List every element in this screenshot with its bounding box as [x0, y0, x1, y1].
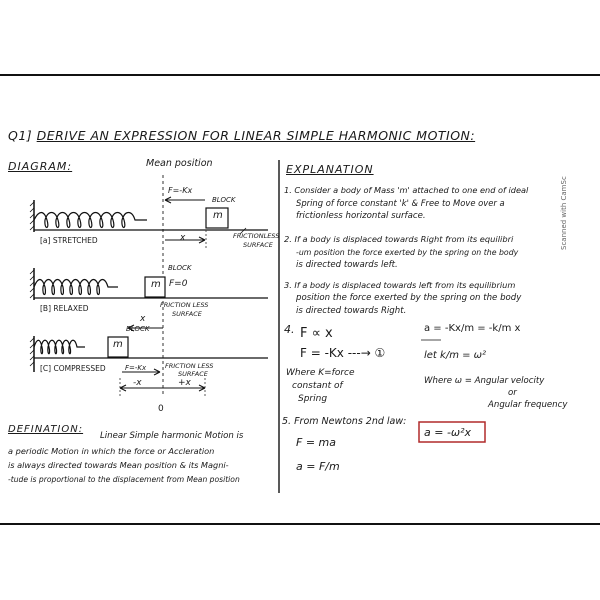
definition-heading: DEFINATION: [8, 424, 84, 435]
frictionless-label-1: FRICTIONLESS [233, 232, 280, 240]
spring-compressed [30, 325, 268, 396]
force-label-comp: F=-Kx [125, 364, 147, 372]
question-text: DERIVE AN EXPRESSION FOR LINEAR SIMPLE HARMONIC MOTION: [36, 128, 476, 143]
derivation-result: a = -ω²x [424, 426, 472, 439]
force-label-top: F=-Kx [168, 186, 193, 195]
x-label-c: x [140, 314, 146, 324]
scanner-watermark: Scanned with CamSc [560, 176, 568, 250]
exp-p3-line-3: is directed towards Right. [296, 306, 407, 316]
question-number: Q1] [8, 128, 33, 143]
explanation-heading: EXPLANATION [286, 163, 374, 176]
exp-p4-proportional: F ∝ x [300, 326, 333, 341]
exp-p2-line-1: 2. If a body is displaced towards Right from its equilibri [284, 234, 514, 244]
origin-label: 0 [158, 404, 164, 414]
exp-p4-where-3: Spring [298, 394, 328, 404]
block-label-b: BLOCK [168, 264, 192, 272]
mass-a: m [213, 210, 223, 221]
pos-x-label: +x [178, 378, 191, 388]
definition-line-3: is always directed towards Mean position & its Magni- [8, 460, 229, 470]
spring-relaxed [30, 268, 268, 300]
exp-p1-line-2: Spring of force constant 'k' & Free to Move over a [296, 198, 505, 208]
exp-p5-eq-1: F = ma [296, 436, 336, 449]
exp-p4-where-1: Where K=force [286, 368, 355, 378]
frictionless-label-5: FRICTION LESS [165, 362, 214, 370]
frictionless-label-6: SURFACE [178, 370, 208, 378]
exp-p5-line-1: 5. From Newtons 2nd law: [282, 416, 407, 427]
exp-p4-where-2: constant of [292, 381, 343, 391]
exp-p5-eq-2: a = F/m [296, 460, 340, 473]
exp-p2-line-3: is directed towards left. [296, 260, 398, 270]
frictionless-label-3: FRICTION LESS [160, 301, 209, 309]
exp-p4-equation: F = -Kx ---→ ① [300, 346, 386, 360]
exp-p1-line-1: 1. Consider a body of Mass 'm' attached to one end of ideal [284, 185, 529, 195]
mean-position-label: Mean position [146, 158, 213, 169]
neg-x-label: -x [133, 378, 142, 388]
derivation-eq-1: a = -Kx/m = -k/m x [424, 323, 521, 334]
mass-c: m [113, 339, 123, 350]
derivation-where-2: or [508, 388, 517, 398]
relaxed-label: [B] RELAXED [40, 304, 89, 313]
frictionless-label-4: SURFACE [172, 310, 202, 318]
compressed-label: [C] COMPRESSED [40, 364, 106, 373]
block-label-c: BLOCK [126, 325, 150, 333]
derivation-where-1: Where ω = Angular velocity [424, 376, 545, 386]
force-zero-label: F=0 [169, 279, 188, 289]
exp-p3-line-2: position the force exerted by the spring on the body [296, 293, 522, 303]
derivation-let: let k/m = ω² [424, 350, 487, 361]
definition-line-1: Linear Simple harmonic Motion is [100, 431, 244, 441]
mass-b: m [151, 279, 161, 290]
exp-p4-number: 4. [284, 323, 295, 336]
definition-line-2: a periodic Motion in which the force or Accleration [8, 446, 215, 456]
exp-p2-line-2: -um position the force exerted by the spring on the body [296, 248, 519, 257]
exp-p3-line-1: 3. If a body is displaced towards left from its equilibrium [284, 280, 516, 290]
stretched-label: [a] STRETCHED [40, 236, 98, 245]
block-label-a: BLOCK [212, 196, 236, 204]
definition-line-4: -tude is proportional to the displacement from Mean position [8, 475, 240, 484]
derivation-where-3: Angular frequency [488, 400, 568, 410]
diagram-heading: DIAGRAM: [8, 160, 73, 173]
x-label-a: x [180, 233, 186, 243]
exp-p1-line-3: frictionless horizontal surface. [296, 211, 426, 221]
frictionless-label-2: SURFACE [243, 241, 273, 249]
